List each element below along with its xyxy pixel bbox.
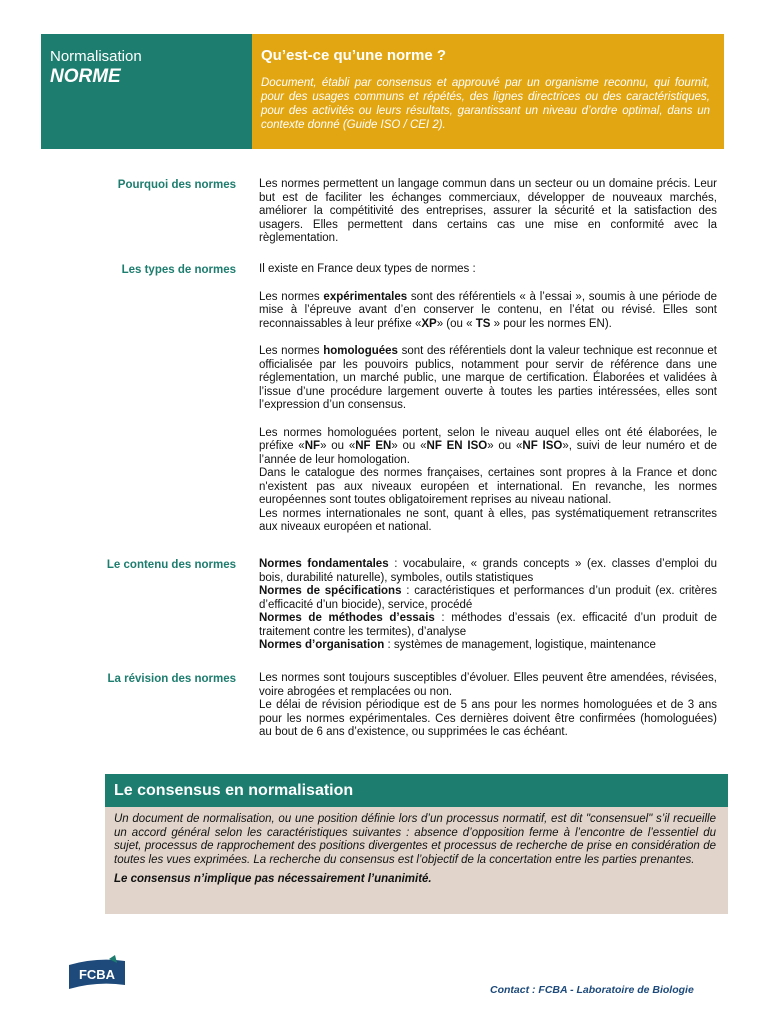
bold-term: Normes de méthodes d’essais bbox=[259, 612, 435, 624]
section-label-pourquoi: Pourquoi des normes bbox=[117, 179, 236, 191]
bold-term: TS bbox=[475, 317, 491, 330]
contenu-specifications bbox=[259, 585, 717, 612]
section-label-types: Les types de normes bbox=[121, 264, 236, 276]
types-intro: Il existe en France deux types de normes : bbox=[259, 263, 476, 275]
contact-line: Contact : FCBA - Laboratoire de Biologie bbox=[490, 984, 694, 996]
bold-term: NF EN bbox=[355, 440, 392, 452]
text-run: » ou « bbox=[320, 440, 356, 452]
bold-term: XP bbox=[421, 317, 437, 330]
text-run: » ou « bbox=[487, 440, 523, 452]
text-run: Les normes homologuées portent, selon le niveau auquel elles ont été élaborées, le préfixe « bbox=[259, 426, 717, 452]
text-run: : méthodes d’essais (ex. efficacité d’un produit de traitement contre les termites), d’analyse bbox=[259, 612, 717, 638]
text-run: » (ou « bbox=[436, 317, 476, 330]
section-content-revision bbox=[259, 672, 717, 740]
header-definition-block bbox=[252, 34, 724, 149]
contenu-organisation bbox=[259, 639, 717, 653]
types-prefixes bbox=[259, 427, 717, 468]
text-run: Les normes bbox=[259, 290, 324, 303]
text-run: sont des référentiels dont la valeur technique est reconnue et officialisée par les pouvoirs publics, notamment pour servir de référence dans une réglementation, un marché public, une marque de certification. Élaborées et validées à l’issue d’une procédure largement ouverte à toutes les parties intéressées, elles sont l’expression d’un consensus. bbox=[259, 345, 717, 411]
bold-term: expérimentales bbox=[323, 290, 408, 303]
header-title-block bbox=[41, 34, 252, 149]
definition-text: Document, établi par consensus et approuvé par un organisme reconnu, qui fournit, pour des usages communs et répétés, des lignes directrices ou des caractéristiques, pour des activités ou leurs résultats, garantissant un niveau d’ordre optimal, dans un contexte donné (Guide ISO / CEI 2). bbox=[261, 77, 710, 131]
section-content-contenu bbox=[259, 558, 717, 653]
text-run: » ou « bbox=[391, 440, 427, 452]
header-subtitle: Normalisation bbox=[50, 48, 142, 65]
fcba-logo bbox=[69, 955, 125, 991]
definition-question: Qu’est-ce qu’une norme ? bbox=[261, 47, 447, 64]
consensus-conclusion: Le consensus n’implique pas nécessairement l’unanimité. bbox=[114, 873, 432, 886]
contenu-methodes bbox=[259, 612, 717, 639]
bold-term: Normes de spécifications bbox=[259, 585, 402, 597]
header-title: NORME bbox=[50, 66, 121, 87]
section-content-pourquoi bbox=[259, 178, 717, 246]
types-homologuees bbox=[259, 345, 717, 413]
consensus-text: Un document de normalisation, ou une position définie lors d’un processus normatif, est dit "consensuel" s’il recueille un accord général selon les caractéristiques suivantes : absence d’opposition ferme à l’encontre de l’essentiel du sujet, processus de rapprochement des positions divergentes et processus de recherche de prise en considération de toutes les vues exprimées. La recherche du consensus est l’objectif de la concertation entre les parties prenantes. bbox=[114, 813, 716, 866]
fcba-logo-graphic bbox=[69, 955, 125, 991]
consensus-title: Le consensus en normalisation bbox=[105, 774, 728, 807]
bold-term: NF EN ISO bbox=[426, 440, 488, 452]
types-catalogue: Dans le catalogue des normes françaises, certaines sont propres à la France et donc n'existent pas aux niveaux européen et international. En revanche, les normes européennes sont toutes obligatoirement reprises au niveau national. bbox=[259, 467, 717, 506]
text-run: Les normes bbox=[259, 345, 324, 357]
revision-p1: Les normes sont toujours susceptibles d’évoluer. Elles peuvent être amendées, révisées, voire abrogées et remplacées ou non. bbox=[259, 672, 717, 698]
text-run: » pour les normes EN). bbox=[490, 317, 612, 330]
types-internationales: Les normes internationales ne sont, quant à elles, pas systématiquement retranscrites aux niveaux européen et national. bbox=[259, 507, 717, 533]
text-run: : vocabulaire, « grands concepts » (ex. classes d’emploi du bois, durabilité naturelle), symboles, outils statistiques bbox=[259, 558, 717, 584]
section-label-contenu: Le contenu des normes bbox=[106, 559, 236, 571]
types-experimentales bbox=[259, 291, 717, 332]
bold-term: homologuées bbox=[323, 345, 398, 357]
pourquoi-text: Les normes permettent un langage commun dans un secteur ou un domaine précis. Leur but est de faciliter les échanges commerciaux, développer de nouveaux marchés, améliorer la compétitivité des entreprises, assurer la sécurité et la satisfaction des usagers. Elles permettent dans certains cas une mise en conformité avec la règlementation. bbox=[259, 178, 717, 244]
text-run: : systèmes de management, logistique, maintenance bbox=[384, 639, 656, 651]
contenu-fondamentales bbox=[259, 558, 717, 585]
section-label-revision: La révision des normes bbox=[107, 673, 236, 685]
bold-term: Normes fondamentales bbox=[259, 558, 389, 570]
revision-p2: Le délai de révision périodique est de 5 ans pour les normes homologuées et de 3 ans pour les normes expérimentales. Ces dernières doivent être confirmées (homologuées) au bout de 6 ans d’existence, ou supprimées le cas échéant. bbox=[259, 699, 717, 738]
bold-term: NF ISO bbox=[522, 440, 563, 452]
text-run: : caractéristiques et performances d’un produit (ex. critères d’efficacité d’un biocide), service, procédé bbox=[259, 585, 717, 611]
consensus-box bbox=[105, 774, 728, 914]
consensus-body bbox=[105, 807, 728, 914]
bold-term: NF bbox=[304, 440, 321, 452]
section-content-types bbox=[259, 263, 717, 535]
fcba-logo-text: FCBA bbox=[78, 967, 116, 982]
header-banner bbox=[41, 34, 724, 149]
text-run: », suivi de leur numéro et de l’année de leur homologation. bbox=[259, 440, 718, 466]
text-run: sont des référentiels « à l’essai », soumis à une période de mise à l’épreuve avant d’en conserver le contenu, en l’état ou révisé. Elles sont reconnaissables à leur préfixe « bbox=[259, 290, 717, 330]
bold-term: Normes d’organisation bbox=[259, 639, 385, 651]
